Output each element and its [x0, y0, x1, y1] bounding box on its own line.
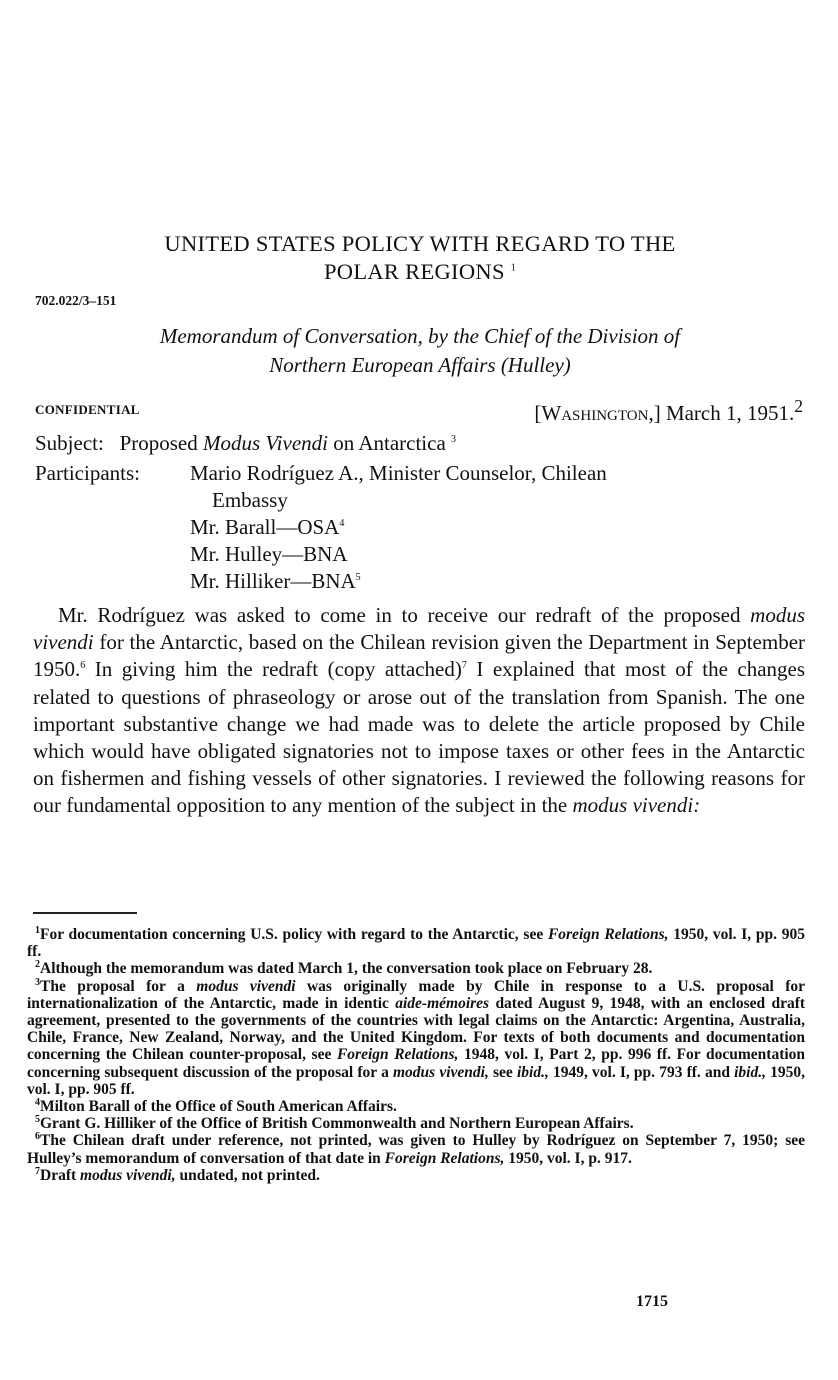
title-line-1: UNITED STATES POLICY WITH REGARD TO THE — [164, 231, 676, 256]
memo-title-line-1: Memorandum of Conversation, by the Chief of the Division of — [159, 324, 681, 348]
participants-list — [190, 460, 800, 595]
memo-title — [40, 322, 800, 380]
participant-continuation: Embassy — [212, 488, 288, 512]
footnote-3: $^3$The proposal for a modus vivendi was originally made by Chile in response to a U.S. proposal for internationalization of the Antarctic, made in identic aide-mémoires dated August 9, 1948, with an enclosed draft agreement, presented to the governments of the countries with legal claims on the Antarctic: Argentina, Australia, Chile, France, New Zealand, Norway, and the United Kingdom. For texts of both documents and documentation concerning the Chilean counter-proposal, see Foreign Relations, 1948, vol. I, Part 2, pp. 996 ff. For documentation concerning subsequent discussion of the proposal for a modus vivendi, see ibid., 1949, vol. I, pp. 793 ff. and ibid., 1950, vol. I, pp. 905 ff. — [27, 976, 806, 1098]
subject-text: Proposed — [119, 431, 198, 455]
participant: Mr. Hulley—BNA — [190, 542, 348, 566]
footnotes — [27, 926, 805, 1184]
footnote-divider — [33, 912, 137, 914]
participant: Mr. Hilliker—BNA$^5$ — [190, 569, 361, 593]
footnote-1: $^1$For documentation concerning U.S. policy with regard to the Antarctic, see Foreign Relations, 1950, vol. I, pp. 905 ff. — [27, 924, 805, 961]
participant: Mr. Barall—OSA$^4$ — [190, 515, 345, 539]
body-paragraph: Mr. Rodríguez was asked to come in to receive our redraft of the proposed modus vivendi for the Antarctic, based on the Chilean revision given the Department in September 1950.$^6$ In giving him the redraft (copy attached)$^7$ I explained that most of the changes related to questions of phraseology or arose out of the translation from Spanish. The one important substantive change we had made was to delete the article proposed by Chile which would have obligated signatories not to impose taxes or other fees in the Antarctic on fishermen and fishing vessels of other signatories. I reviewed the following reasons for our fundamental opposition to any mention of the subject in the modus vivendi: — [33, 603, 806, 818]
dateline — [534, 396, 803, 426]
participant: Mario Rodríguez A., Minister Counselor, Chilean — [190, 461, 607, 485]
page-title — [40, 230, 800, 286]
subject-label: Subject: — [35, 431, 104, 455]
participants-label: Participants: — [35, 461, 140, 485]
classification-label: CONFIDENTIAL — [35, 402, 140, 417]
footnote-ref-3[interactable]: 3 — [451, 434, 457, 445]
place: [Washington,] — [534, 401, 661, 425]
page-number: 1715 — [636, 1293, 668, 1310]
footnote-7: $^7$Draft modus vivendi, undated, not printed. — [35, 1165, 320, 1184]
subject-line — [35, 430, 456, 457]
footnote-5: $^5$Grant G. Hilliker of the Office of British Commonwealth and Northern European Affairs. — [35, 1114, 634, 1133]
footnote-ref-6[interactable]: 6 — [80, 660, 86, 672]
title-line-2: POLAR REGIONS — [323, 259, 505, 284]
memo-title-line-2: Northern European Affairs (Hulley) — [269, 353, 571, 377]
date: March 1, 1951. — [665, 401, 795, 425]
subject-text-italic: Modus Vivendi — [203, 431, 328, 455]
subject-text-post: on Antarctica — [333, 431, 446, 455]
footnote-ref-1[interactable]: 1 — [510, 262, 517, 274]
footnote-4: $^4$Milton Barall of the Office of South American Affairs. — [35, 1096, 397, 1116]
footnote-ref-2[interactable]: 2 — [794, 396, 803, 416]
footnote-ref-5[interactable]: 5 — [355, 572, 361, 583]
footnote-2: $^2$Although the memorandum was dated March 1, the conversation took place on February 28. — [35, 959, 653, 978]
footnote-ref-4[interactable]: 4 — [339, 518, 345, 529]
file-number: 702.022/3–151 — [35, 293, 117, 308]
footnote-6: $^6$The Chilean draft under reference, not printed, was given to Hulley by Rodríguez on September 7, 1950; see Hulley’s memorandum of conversation of that date in Foreign Relations, 1950, vol. I, p. 917. — [27, 1131, 805, 1167]
footnote-ref-7[interactable]: 7 — [461, 660, 467, 672]
